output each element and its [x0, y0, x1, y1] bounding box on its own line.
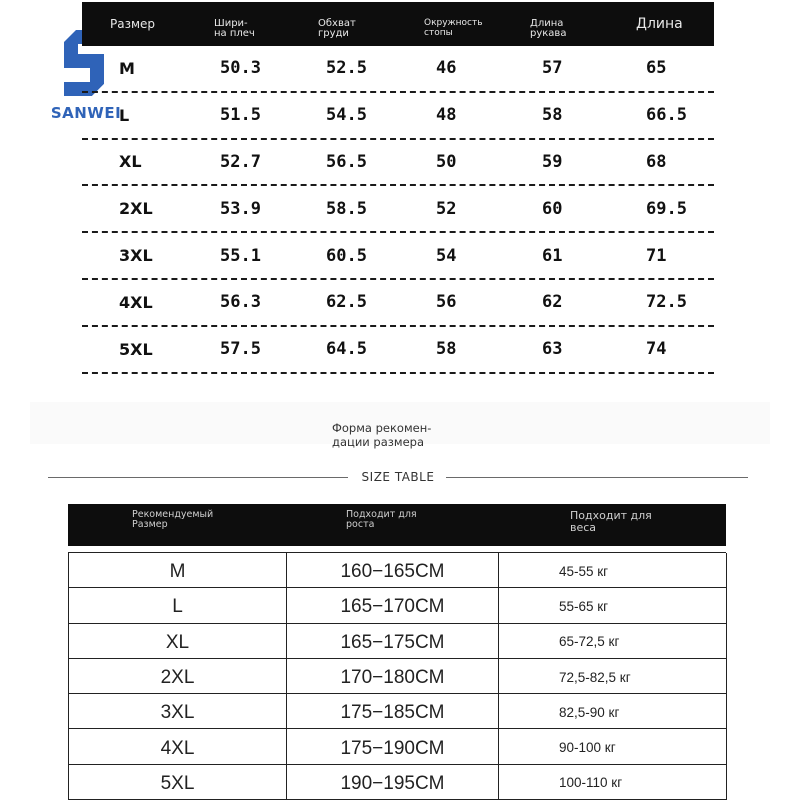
- cell-height: 160−165CM: [287, 553, 499, 588]
- header-length: Длина: [636, 15, 683, 32]
- cell-chest: 62.5: [326, 292, 367, 313]
- table-row: [69, 729, 726, 764]
- cell-height: 170−180CM: [287, 659, 499, 694]
- cell-chest: 54.5: [326, 105, 367, 126]
- divider-right: [446, 477, 748, 478]
- cell-sleeve: 60: [542, 198, 563, 219]
- caption-line-2: дации размера: [332, 434, 424, 449]
- cell-sleeve: 62: [542, 292, 563, 313]
- header-height: Подходит для роста: [346, 509, 417, 531]
- cell-sleeve: 63: [542, 339, 563, 360]
- cell-weight: 72,5-82,5 кг: [499, 659, 727, 694]
- cell-hem: 48: [436, 105, 457, 126]
- cell-shoulder: 52.7: [220, 151, 261, 172]
- cell-size: 4XL: [119, 292, 153, 312]
- cell-sleeve: 57: [542, 58, 563, 79]
- header-hem: [396, 10, 502, 38]
- cell-shoulder: 50.3: [220, 58, 261, 79]
- measurement-table-header: [82, 2, 714, 46]
- measurement-row: [82, 140, 714, 187]
- cell-shoulder: 56.3: [220, 292, 261, 313]
- cell-size: L: [69, 588, 287, 623]
- cell-size: M: [119, 58, 135, 78]
- cell-weight: 82,5-90 кг: [499, 694, 727, 729]
- recommendation-table-body: [68, 552, 726, 800]
- cell-sleeve: 59: [542, 151, 563, 172]
- cell-hem: 46: [436, 58, 457, 79]
- header-sleeve: [502, 8, 606, 40]
- cell-weight: 45-55 кг: [499, 553, 727, 588]
- measurement-row: [82, 327, 714, 374]
- cell-sleeve: 61: [542, 245, 563, 266]
- cell-size: 2XL: [69, 659, 287, 694]
- header-sleeve-text: Длина рукава: [530, 17, 567, 40]
- header-size: Размер: [110, 16, 156, 31]
- cell-size: XL: [119, 152, 142, 172]
- cell-chest: 58.5: [326, 198, 367, 219]
- divider-left: [48, 477, 348, 478]
- table-row: [69, 765, 726, 800]
- cell-length: 72.5: [646, 292, 687, 313]
- header-shoulder-width: [186, 8, 290, 40]
- measurement-row: [82, 93, 714, 140]
- cell-size: 3XL: [119, 246, 153, 266]
- header-shoulder-width-text: Шири- на плеч: [214, 17, 255, 40]
- cell-length: 74: [646, 339, 667, 360]
- cell-size: 4XL: [69, 729, 287, 764]
- cell-length: 68: [646, 151, 667, 172]
- cell-weight: 100-110 кг: [499, 765, 727, 800]
- cell-weight: 90-100 кг: [499, 729, 727, 764]
- measurement-row: [82, 186, 714, 233]
- recommendation-table-header: [68, 504, 726, 546]
- cell-size: 2XL: [119, 199, 153, 219]
- cell-weight: 65-72,5 кг: [499, 624, 727, 659]
- cell-chest: 64.5: [326, 339, 367, 360]
- measurement-table: [82, 2, 714, 374]
- measurement-row: [82, 233, 714, 280]
- table-row: [69, 694, 726, 729]
- measurement-row: [82, 46, 714, 93]
- cell-length: 71: [646, 245, 667, 266]
- table-row: [69, 624, 726, 659]
- table-row: [69, 588, 726, 623]
- cell-hem: 52: [436, 198, 457, 219]
- cell-length: 69.5: [646, 198, 687, 219]
- cell-size: M: [69, 553, 287, 588]
- header-hem-text: Окружность стопы: [424, 18, 483, 38]
- cell-size: 5XL: [119, 339, 153, 359]
- brand-name: SANWEI: [50, 104, 122, 122]
- cell-height: 165−175CM: [287, 624, 499, 659]
- cell-size: 5XL: [69, 765, 287, 800]
- measurement-row: [82, 280, 714, 327]
- header-chest-text: Обхват груди: [318, 17, 356, 40]
- recommendation-table: [68, 504, 726, 800]
- cell-height: 175−185CM: [287, 694, 499, 729]
- header-chest: [290, 8, 396, 40]
- cell-chest: 60.5: [326, 245, 367, 266]
- caption-line-1: Форма рекомен-: [332, 421, 432, 435]
- size-recommendation-caption: [332, 422, 431, 450]
- cell-size: L: [119, 105, 130, 125]
- cell-hem: 50: [436, 151, 457, 172]
- cell-chest: 52.5: [326, 58, 367, 79]
- cell-weight: 55-65 кг: [499, 588, 727, 623]
- cell-length: 65: [646, 58, 667, 79]
- cell-sleeve: 58: [542, 105, 563, 126]
- cell-size: 3XL: [69, 694, 287, 729]
- cell-size: XL: [69, 624, 287, 659]
- cell-hem: 54: [436, 245, 457, 266]
- table-row: [69, 553, 726, 588]
- table-row: [69, 659, 726, 694]
- cell-shoulder: 57.5: [220, 339, 261, 360]
- size-table-title: SIZE TABLE: [361, 470, 435, 484]
- cell-chest: 56.5: [326, 151, 367, 172]
- cell-length: 66.5: [646, 105, 687, 126]
- cell-height: 165−170CM: [287, 588, 499, 623]
- cell-height: 190−195CM: [287, 765, 499, 800]
- cell-shoulder: 53.9: [220, 198, 261, 219]
- header-recommended-size: Рекомендуемый Размер: [132, 509, 214, 531]
- cell-shoulder: 51.5: [220, 105, 261, 126]
- cell-hem: 56: [436, 292, 457, 313]
- cell-shoulder: 55.1: [220, 245, 261, 266]
- cell-hem: 58: [436, 339, 457, 360]
- cell-height: 175−190CM: [287, 729, 499, 764]
- header-weight: Подходит для веса: [570, 509, 652, 535]
